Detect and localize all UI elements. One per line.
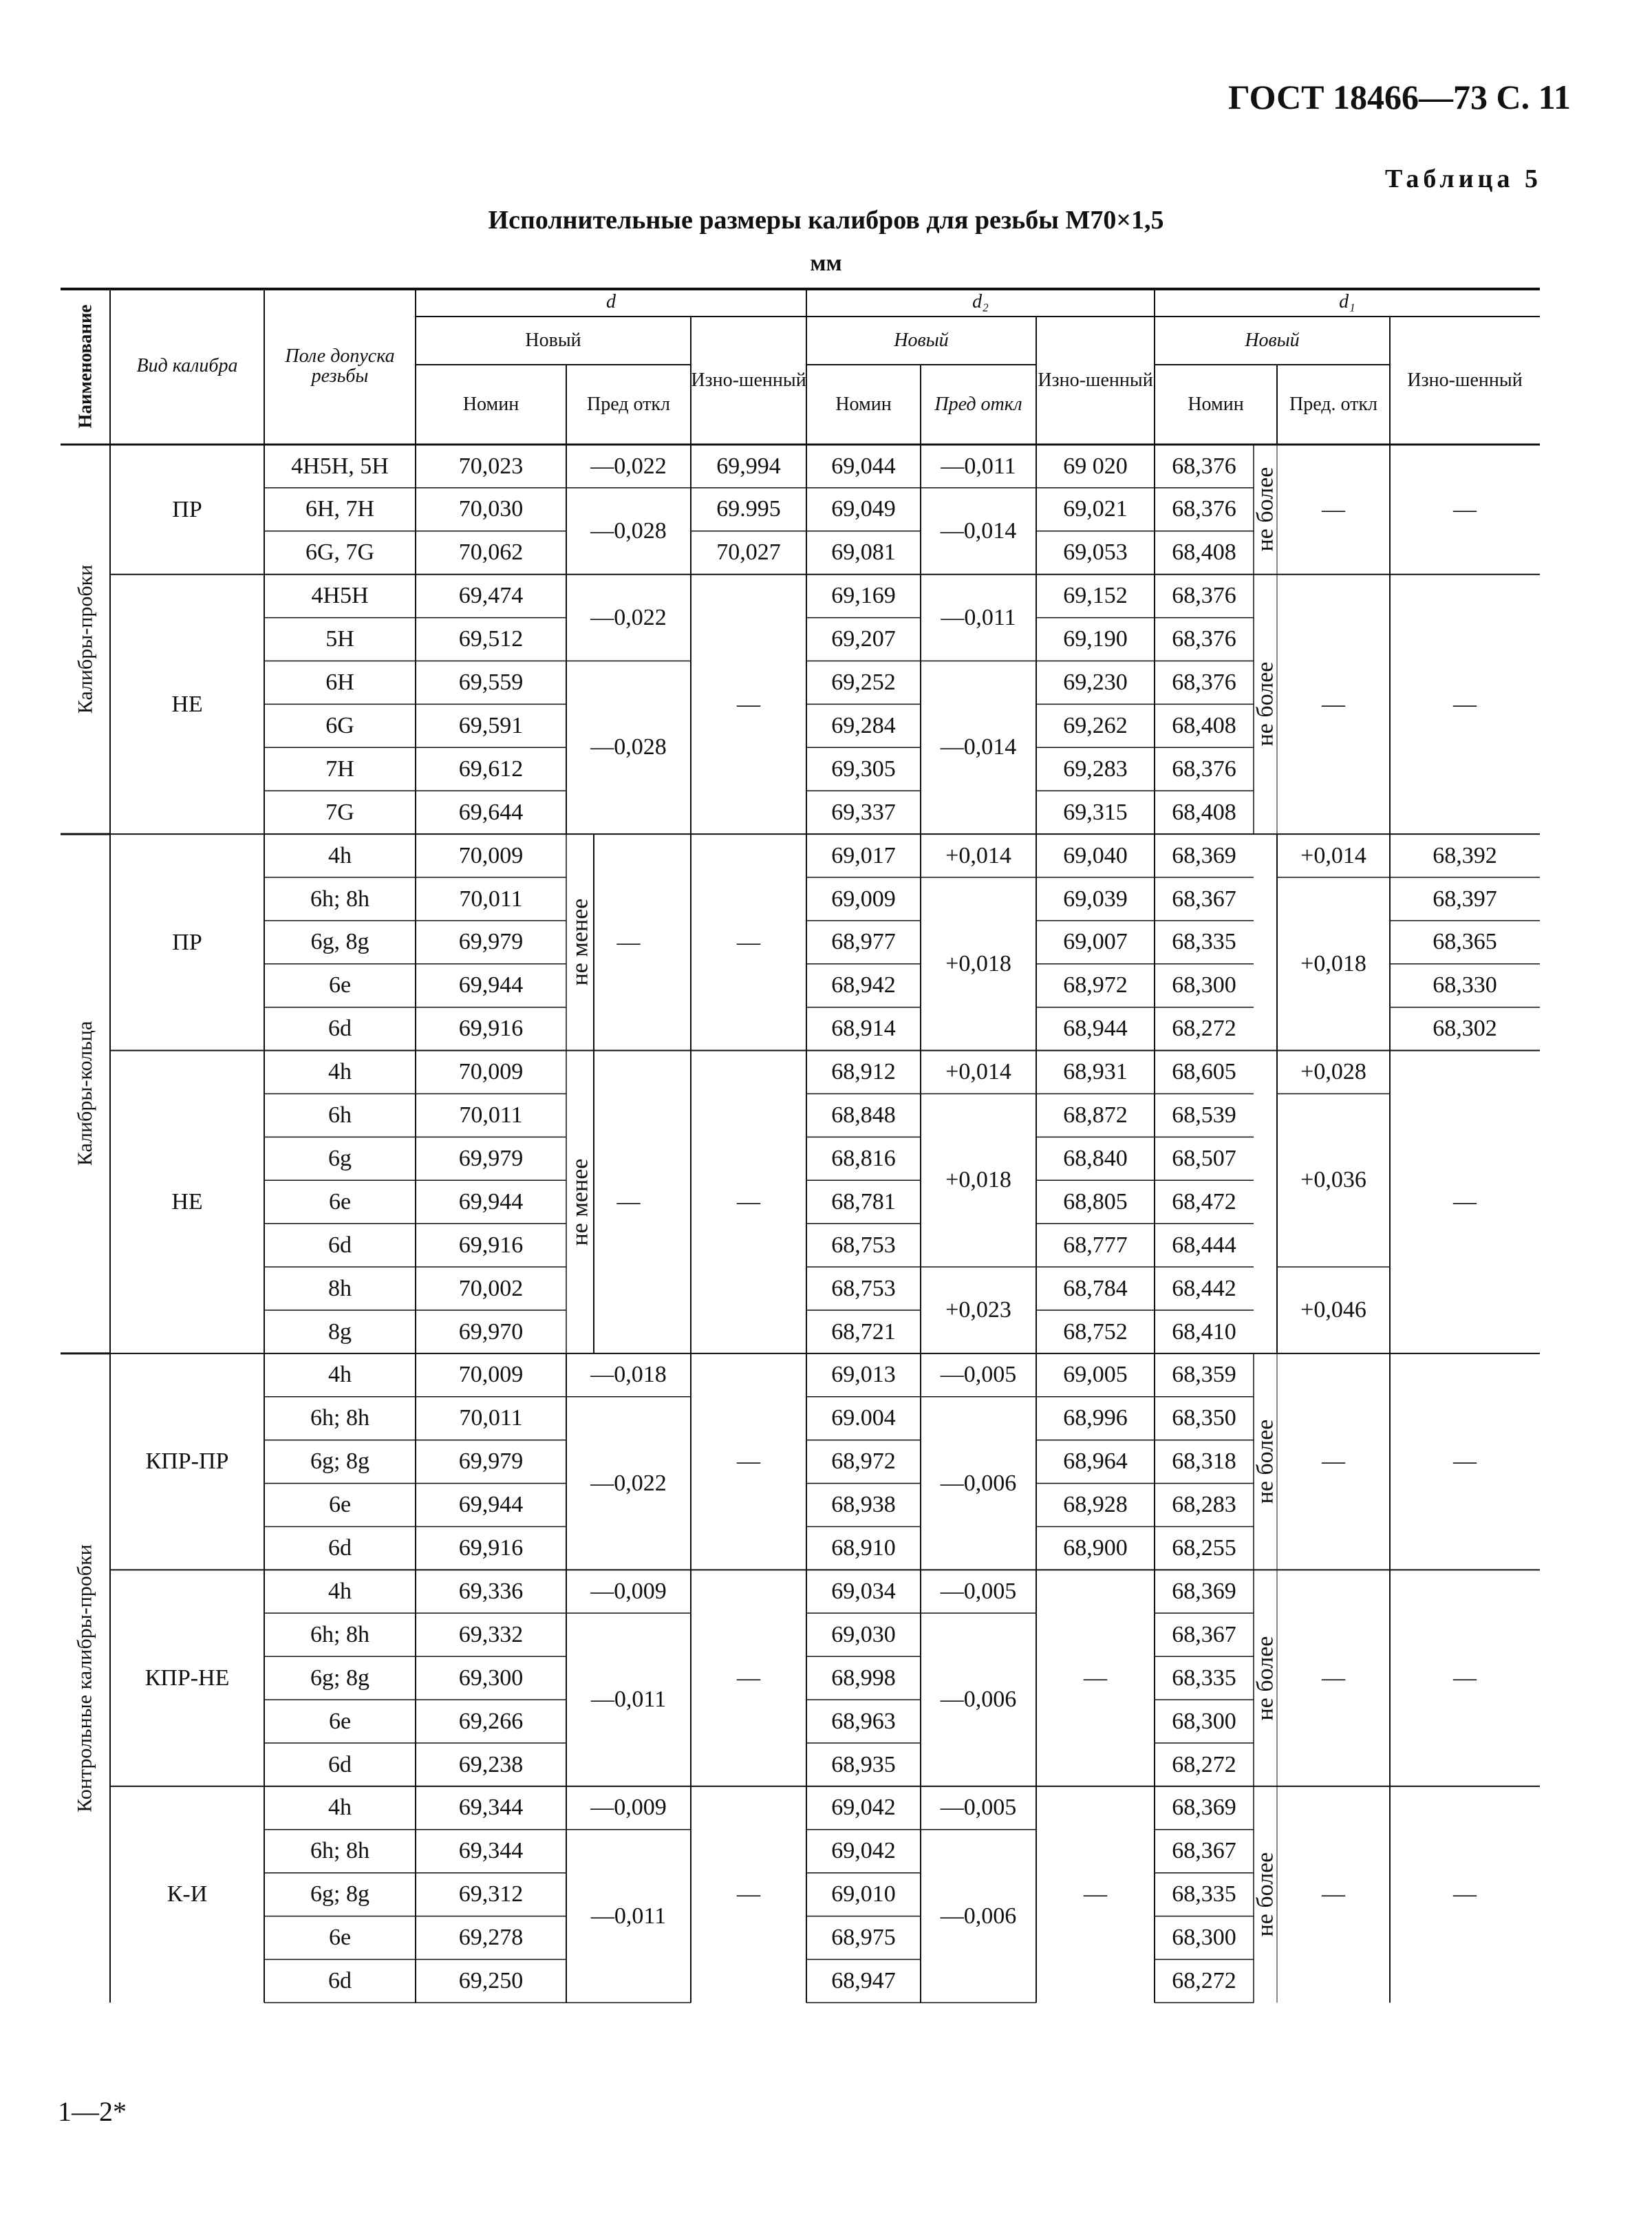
- d2-worn: 69,152: [1063, 583, 1128, 609]
- gauge-kind-5: КПР-НЕ: [144, 1665, 230, 1691]
- d2-nominal: 68,848: [831, 1102, 896, 1129]
- d1-nominal: 68,472: [1172, 1188, 1236, 1215]
- dash: —: [616, 1188, 641, 1215]
- gauge-kind-0: ПР: [172, 496, 202, 522]
- d2-nominal: 68,942: [831, 972, 896, 998]
- d-worn: 70,027: [716, 539, 781, 566]
- d1-nominal: 68,255: [1172, 1535, 1236, 1561]
- d-deviation: —0,009: [590, 1795, 667, 1821]
- note-not-more-text: не более: [1252, 661, 1278, 747]
- tolerance-field: 6h; 8h: [310, 1405, 369, 1431]
- group-label-0-text: Калибры-пробки: [74, 564, 97, 714]
- dash: —: [1322, 1881, 1345, 1907]
- d2-worn: 69,005: [1063, 1362, 1128, 1388]
- d-nominal: 69,979: [458, 1448, 524, 1475]
- d2-worn: 68,931: [1063, 1059, 1128, 1085]
- d1-nominal: 68,376: [1172, 496, 1236, 522]
- d2-deviation: +0,023: [945, 1297, 1011, 1323]
- gauge-kind-1: НЕ: [171, 691, 203, 717]
- d1-nominal: 68,300: [1172, 1925, 1236, 1951]
- d2-nominal: 68,938: [831, 1492, 896, 1518]
- d1-nominal: 68,359: [1172, 1362, 1236, 1388]
- header-d2-new: Новый: [894, 330, 949, 352]
- d2-nominal: 69,044: [831, 453, 896, 479]
- header-d2-nom: Номин: [835, 394, 892, 416]
- dash: —: [1453, 1188, 1477, 1215]
- d-nominal: 69,944: [458, 1492, 524, 1518]
- tolerance-field: 8h: [328, 1275, 352, 1301]
- d2-deviation: +0,014: [945, 842, 1011, 868]
- d2-nominal: 68,935: [831, 1751, 896, 1777]
- d-worn: 69,994: [716, 453, 781, 479]
- note-not-less-text: не менее: [567, 898, 592, 986]
- d2-worn: 68,872: [1063, 1102, 1128, 1129]
- d2-nominal: 69,284: [831, 712, 896, 738]
- note-not-more-text: не более: [1252, 1636, 1278, 1721]
- d2-worn: 69,040: [1063, 842, 1128, 868]
- dash: —: [1453, 1448, 1477, 1475]
- tolerance-field: 4h: [328, 1578, 352, 1604]
- d2-worn: 69,190: [1063, 626, 1128, 652]
- header-d-nom: Номин: [462, 394, 519, 416]
- d1-nominal: 68,369: [1172, 842, 1236, 868]
- header-d2-worn: Изно-шенный: [1038, 370, 1153, 392]
- header-d1-dev: Пред. откл: [1289, 394, 1377, 416]
- note-not-more-text: не более: [1252, 467, 1278, 552]
- tolerance-field: 6H: [325, 670, 354, 696]
- d1-nominal: 68,408: [1172, 539, 1236, 566]
- group-label-2: [61, 1354, 110, 2003]
- d2-deviation: +0,018: [945, 1167, 1011, 1193]
- dash: —: [616, 929, 641, 955]
- tolerance-field: 6h; 8h: [310, 886, 369, 912]
- note-not-more: [1254, 1570, 1277, 1786]
- header-d2: d₂: [972, 291, 989, 313]
- d-nominal: 69,944: [458, 972, 524, 998]
- header-name: [61, 288, 110, 445]
- d2-nominal: 69,013: [831, 1362, 896, 1388]
- group-label-1: [61, 834, 110, 1354]
- d2-nominal: 69,030: [831, 1621, 896, 1647]
- d2-deviation: —0,014: [940, 517, 1017, 544]
- d-nominal: 69,944: [458, 1188, 524, 1215]
- dash: —: [1322, 691, 1345, 717]
- d2-nominal: 69,252: [831, 670, 896, 696]
- standard-number: ГОСТ 18466—73 С. 11: [1228, 78, 1571, 116]
- d1-worn: 68,392: [1433, 842, 1497, 868]
- d-deviation: —0,028: [590, 517, 667, 544]
- dash: —: [1453, 1881, 1477, 1907]
- d2-nominal: 68,753: [831, 1275, 896, 1301]
- dash: —: [737, 691, 760, 717]
- tolerance-field: 4h: [328, 1059, 352, 1085]
- d-nominal: 69,238: [458, 1751, 524, 1777]
- gauge-dimensions-table: [61, 288, 1540, 2077]
- gauge-kind-4: КПР-ПР: [145, 1448, 229, 1475]
- d-deviation: —0,022: [590, 1470, 667, 1496]
- tolerance-field: 6e: [328, 972, 352, 998]
- header-d: d: [606, 291, 616, 313]
- d1-worn: 68,330: [1433, 972, 1497, 998]
- d1-nominal: 68,376: [1172, 626, 1236, 652]
- d-nominal: 70,009: [458, 1362, 524, 1388]
- d2-worn: 69,230: [1063, 670, 1128, 696]
- d1-deviation: +0,028: [1300, 1059, 1366, 1085]
- d-nominal: 70,023: [458, 453, 524, 479]
- dash: —: [1322, 496, 1345, 522]
- d2-worn: 69,021: [1063, 496, 1128, 522]
- d-nominal: 69,644: [458, 799, 524, 825]
- d2-deviation: +0,018: [945, 950, 1011, 976]
- header-d-new: Новый: [525, 330, 581, 352]
- d-nominal: 69,559: [458, 670, 524, 696]
- d2-nominal: 68,977: [831, 929, 896, 955]
- tolerance-field: 6G, 7G: [305, 539, 375, 566]
- d1-nominal: 68,272: [1172, 1751, 1236, 1777]
- tolerance-field: 6h; 8h: [310, 1838, 369, 1864]
- d1-nominal: 68,300: [1172, 972, 1236, 998]
- d1-nominal: 68,335: [1172, 1665, 1236, 1691]
- dash: —: [737, 1188, 760, 1215]
- tolerance-field: 4h: [328, 1362, 352, 1388]
- d-nominal: 69,916: [458, 1016, 524, 1042]
- d-nominal: 69,344: [458, 1795, 524, 1821]
- d-nominal: 69,979: [458, 1145, 524, 1171]
- header-gauge-kind: Вид калибра: [136, 355, 238, 377]
- d-nominal: 69,591: [458, 712, 524, 738]
- tolerance-field: 6g; 8g: [310, 1448, 369, 1475]
- note-not-less: [566, 834, 594, 1051]
- group-label-2-text: Контрольные калибры-пробки: [74, 1543, 97, 1812]
- d-nominal: 69,970: [458, 1318, 524, 1345]
- d2-nominal: 69,034: [831, 1578, 896, 1604]
- d1-nominal: 68,367: [1172, 886, 1236, 912]
- tolerance-field: 6d: [328, 1016, 352, 1042]
- d2-nominal: 68,947: [831, 1968, 896, 1994]
- d-deviation: —0,009: [590, 1578, 667, 1604]
- table-units: мм: [810, 250, 842, 276]
- d2-nominal: 69,169: [831, 583, 896, 609]
- tolerance-field: 8g: [328, 1318, 352, 1345]
- d-nominal: 70,011: [459, 1102, 523, 1129]
- d2-worn: 68,944: [1063, 1016, 1128, 1042]
- d2-nominal: 69,337: [831, 799, 896, 825]
- d2-deviation: —0,005: [940, 1578, 1017, 1604]
- tolerance-field: 6H, 7H: [305, 496, 375, 522]
- d-nominal: 69,979: [458, 929, 524, 955]
- tolerance-field: 6G: [325, 712, 354, 738]
- d-nominal: 69,300: [458, 1665, 524, 1691]
- d2-deviation: —0,006: [940, 1903, 1017, 1929]
- group-label-1-text: Калибры-кольца: [74, 1021, 96, 1166]
- header-d2-dev: Пред откл: [934, 394, 1022, 416]
- tolerance-field: 7H: [325, 756, 354, 782]
- d1-nominal: 68,335: [1172, 1881, 1236, 1907]
- d1-nominal: 68,318: [1172, 1448, 1236, 1475]
- d2-deviation: —0,014: [940, 734, 1017, 760]
- tolerance-field: 4H5H, 5H: [291, 453, 389, 479]
- tolerance-field: 6d: [328, 1232, 352, 1258]
- d2-worn: 68,972: [1063, 972, 1128, 998]
- table-number: Таблица 5: [1384, 164, 1542, 193]
- tolerance-field: 6d: [328, 1535, 352, 1561]
- d-nominal: 70,011: [459, 1405, 523, 1431]
- d1-nominal: 68,605: [1172, 1059, 1236, 1085]
- d1-nominal: 68,283: [1172, 1492, 1236, 1518]
- tolerance-field: 6e: [328, 1188, 352, 1215]
- d1-nominal: 68,300: [1172, 1708, 1236, 1734]
- d1-nominal: 68,367: [1172, 1621, 1236, 1647]
- d1-nominal: 68,367: [1172, 1838, 1236, 1864]
- dash: —: [737, 1881, 760, 1907]
- d-nominal: 69,916: [458, 1535, 524, 1561]
- d2-deviation: —0,005: [940, 1795, 1017, 1821]
- d-nominal: 70,011: [459, 886, 523, 912]
- d2-nominal: 68,963: [831, 1708, 896, 1734]
- note-not-more: [1254, 445, 1277, 575]
- tolerance-field: 6g, 8g: [310, 929, 369, 955]
- dash: —: [737, 1665, 760, 1691]
- d2-worn: 68,777: [1063, 1232, 1128, 1258]
- d1-nominal: 68,376: [1172, 756, 1236, 782]
- d-nominal: 69,332: [458, 1621, 524, 1647]
- d2-worn: 69,315: [1063, 799, 1128, 825]
- note-not-less: [566, 1051, 594, 1354]
- tolerance-field: 6e: [328, 1492, 352, 1518]
- d1-deviation: +0,046: [1300, 1297, 1366, 1323]
- note-not-more-text: не более: [1252, 1852, 1278, 1937]
- d2-nominal: 68,998: [831, 1665, 896, 1691]
- d-nominal: 69,612: [458, 756, 524, 782]
- d2-nominal: 68,914: [831, 1016, 896, 1042]
- tolerance-field: 4H5H: [311, 583, 369, 609]
- d2-nominal: 69,010: [831, 1881, 896, 1907]
- d1-nominal: 68,272: [1172, 1968, 1236, 1994]
- d1-nominal: 68,350: [1172, 1405, 1236, 1431]
- header-d1-worn: Изно-шенный: [1407, 370, 1523, 392]
- note-not-more: [1254, 575, 1277, 834]
- d2-nominal: 69,042: [831, 1838, 896, 1864]
- gauge-kind-2: ПР: [172, 929, 202, 955]
- tolerance-field: 4h: [328, 842, 352, 868]
- d2-deviation: +0,014: [945, 1059, 1011, 1085]
- d2-worn: 69,262: [1063, 712, 1128, 738]
- d2-nominal: 68,910: [831, 1535, 896, 1561]
- dash: —: [1453, 496, 1477, 522]
- d1-nominal: 68,444: [1172, 1232, 1236, 1258]
- gauge-kind-3: НЕ: [171, 1188, 203, 1215]
- d2-nominal: 69,017: [831, 842, 896, 868]
- d1-worn: 68,302: [1433, 1016, 1497, 1042]
- d1-nominal: 68,410: [1172, 1318, 1236, 1345]
- d-deviation: —0,028: [590, 734, 667, 760]
- d1-deviation: +0,036: [1300, 1167, 1366, 1193]
- d2-deviation: —0,011: [941, 604, 1016, 630]
- d2-nominal: 68,816: [831, 1145, 896, 1171]
- d1-nominal: 68,539: [1172, 1102, 1236, 1129]
- d2-nominal: 68,753: [831, 1232, 896, 1258]
- note-not-more-text: не более: [1252, 1419, 1278, 1504]
- d-nominal: 69,512: [458, 626, 524, 652]
- d1-nominal: 68,408: [1172, 799, 1236, 825]
- header-tolerance-field: Поле допуска резьбы: [285, 345, 395, 387]
- tolerance-field: 5H: [325, 626, 354, 652]
- table-title: Исполнительные размеры калибров для резьбы М70×1,5: [488, 206, 1164, 235]
- d2-worn: 68,964: [1063, 1448, 1128, 1475]
- dash: —: [737, 1448, 760, 1475]
- d1-deviation: +0,014: [1300, 842, 1366, 868]
- tolerance-field: 6e: [328, 1708, 352, 1734]
- d2-nominal: 68,912: [831, 1059, 896, 1085]
- note-not-more: [1254, 1354, 1277, 1570]
- d2-nominal: 69,009: [831, 886, 896, 912]
- d1-nominal: 68,272: [1172, 1016, 1236, 1042]
- tolerance-field: 6d: [328, 1968, 352, 1994]
- group-label-0: [61, 445, 110, 834]
- dash: —: [1084, 1665, 1107, 1691]
- d2-deviation: —0,011: [941, 453, 1016, 479]
- d2-deviation: —0,006: [940, 1687, 1017, 1713]
- header-d1-new: Новый: [1245, 330, 1300, 352]
- header-d1-nom: Номин: [1188, 394, 1244, 416]
- d2-nominal: 69,081: [831, 539, 896, 566]
- tolerance-field: 7G: [325, 799, 354, 825]
- header-d-dev: Пред откл: [587, 394, 670, 416]
- d1-worn: 68,365: [1433, 929, 1497, 955]
- d2-nominal: 69,305: [831, 756, 896, 782]
- dash: —: [1322, 1665, 1345, 1691]
- d1-nominal: 68,376: [1172, 583, 1236, 609]
- d2-worn: 68,928: [1063, 1492, 1128, 1518]
- d-nominal: 69,474: [458, 583, 524, 609]
- d1-deviation: +0,018: [1300, 950, 1366, 976]
- d2-nominal: 69.004: [831, 1405, 896, 1431]
- d-deviation: —0,011: [590, 1903, 667, 1929]
- dash: —: [1084, 1881, 1107, 1907]
- d2-worn: 68,784: [1063, 1275, 1128, 1301]
- d2-nominal: 69,207: [831, 626, 896, 652]
- d-deviation: —0,018: [590, 1362, 667, 1388]
- tolerance-field: 6e: [328, 1925, 352, 1951]
- d2-nominal: 68,721: [831, 1318, 896, 1345]
- d1-nominal: 68,442: [1172, 1275, 1236, 1301]
- d-deviation: —0,022: [590, 453, 667, 479]
- d1-nominal: 68,507: [1172, 1145, 1236, 1171]
- page-mark: 1—2*: [58, 2096, 127, 2127]
- d2-worn: 68,805: [1063, 1188, 1128, 1215]
- d2-nominal: 68,972: [831, 1448, 896, 1475]
- dash: —: [1322, 1448, 1345, 1475]
- tolerance-field: 6g; 8g: [310, 1881, 369, 1907]
- d2-nominal: 68,975: [831, 1925, 896, 1951]
- note-not-less-text: не менее: [567, 1158, 592, 1246]
- d1-nominal: 68,376: [1172, 453, 1236, 479]
- d-nominal: 69,312: [458, 1881, 524, 1907]
- d1-worn: 68,397: [1433, 886, 1497, 912]
- d2-worn: 69,039: [1063, 886, 1128, 912]
- d1-nominal: 68,369: [1172, 1578, 1236, 1604]
- d2-worn: 69,053: [1063, 539, 1128, 566]
- dash: —: [1453, 1665, 1477, 1691]
- dash: —: [1453, 691, 1477, 717]
- d2-worn: 68,900: [1063, 1535, 1128, 1561]
- header-d-worn: Изно-шенный: [691, 370, 806, 392]
- d2-deviation: —0,006: [940, 1470, 1017, 1496]
- d2-nominal: 69,042: [831, 1795, 896, 1821]
- dash: —: [737, 929, 760, 955]
- d2-worn: 69 020: [1063, 453, 1128, 479]
- d-nominal: 70,002: [458, 1275, 524, 1301]
- d1-nominal: 68,408: [1172, 712, 1236, 738]
- d-deviation: —0,022: [590, 604, 667, 630]
- d-nominal: 70,009: [458, 1059, 524, 1085]
- d1-nominal: 68,335: [1172, 929, 1236, 955]
- d-nominal: 70,009: [458, 842, 524, 868]
- d-nominal: 70,062: [458, 539, 524, 566]
- d-nominal: 70,030: [458, 496, 524, 522]
- d-worn: 69.995: [716, 496, 781, 522]
- d2-worn: 69,283: [1063, 756, 1128, 782]
- d2-nominal: 68,781: [831, 1188, 896, 1215]
- tolerance-field: 6d: [328, 1751, 352, 1777]
- d2-deviation: —0,005: [940, 1362, 1017, 1388]
- d2-worn: 69,007: [1063, 929, 1128, 955]
- gauge-kind-6: К-И: [167, 1881, 208, 1907]
- tolerance-field: 4h: [328, 1795, 352, 1821]
- d2-nominal: 69,049: [831, 496, 896, 522]
- d-nominal: 69,344: [458, 1838, 524, 1864]
- d-deviation: —0,011: [590, 1687, 667, 1713]
- d1-nominal: 68,376: [1172, 670, 1236, 696]
- header-d1: d₁: [1339, 291, 1355, 313]
- d-nominal: 69,916: [458, 1232, 524, 1258]
- header-name-text: Наименование: [74, 304, 96, 428]
- d-nominal: 69,250: [458, 1968, 524, 1994]
- tolerance-field: 6g; 8g: [310, 1665, 369, 1691]
- tolerance-field: 6g: [328, 1145, 352, 1171]
- d-nominal: 69,278: [458, 1925, 524, 1951]
- note-not-more: [1254, 1786, 1277, 2003]
- d2-worn: 68,752: [1063, 1318, 1128, 1345]
- d-nominal: 69,266: [458, 1708, 524, 1734]
- tolerance-field: 6h; 8h: [310, 1621, 369, 1647]
- d2-worn: 68,840: [1063, 1145, 1128, 1171]
- tolerance-field: 6h: [328, 1102, 352, 1129]
- d1-nominal: 68,369: [1172, 1795, 1236, 1821]
- d-nominal: 69,336: [458, 1578, 524, 1604]
- d2-worn: 68,996: [1063, 1405, 1128, 1431]
